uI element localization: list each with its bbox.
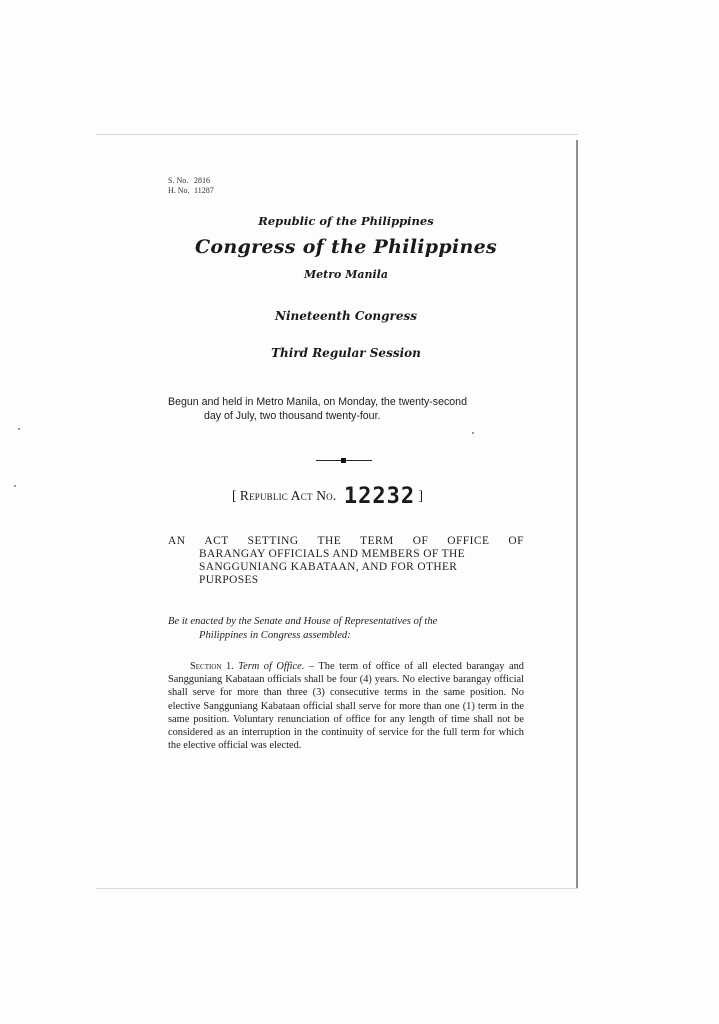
- page-edge-bottom: [96, 888, 578, 889]
- act-label: Republic Act No.: [239, 488, 337, 503]
- session-heading: Third Regular Session: [271, 346, 421, 360]
- act-caption: AN ACT SETTING THE TERM OF OFFICE OF BARANGAY OFFICIALS AND MEMBERS OF THE SANGGUNIANG KABATAAN, AND FOR OTHER PURPOSES: [168, 535, 524, 586]
- location-heading: Metro Manila: [303, 268, 388, 281]
- begun-statement: Begun and held in Metro Manila, on Monday, the twenty-second day of July, two thousand twenty-four.: [168, 396, 467, 422]
- act-number: 12232: [343, 484, 416, 509]
- scan-speck: [18, 428, 20, 430]
- divider-ornament: [316, 458, 372, 462]
- enacting-clause: Be it enacted by the Senate and House of Representatives of the Philippines in Congress assembled:: [168, 616, 438, 641]
- section-body: – The term of office of all elected barangay and Sangguniang Kabataan officials shall be four (4) years. No elective barangay official shall serve for more than three (3) consecutive terms in the same position. No elective Sangguniang Kabataan official shall serve for more than one (1) term in the same position. Voluntary renunciation of office for any length of time shall not be considered as an interruption in the continuity of service for the full term for which the elective official was elected.: [168, 661, 524, 752]
- congress-number-heading: Nineteenth Congress: [274, 309, 417, 323]
- page-edge-right: [576, 140, 578, 888]
- bill-numbers: [168, 176, 214, 196]
- section-label: Section 1.: [190, 661, 234, 672]
- caption-first-line: AN ACT SETTING THE TERM OF OFFICE OF: [168, 535, 524, 547]
- scan-speck: [14, 485, 16, 487]
- congress-heading: Congress of the Philippines: [195, 236, 497, 258]
- act-title: [ Republic Act No. 12232 ]: [232, 484, 423, 509]
- section-1-paragraph: [168, 660, 524, 752]
- page-edge-top: [96, 134, 578, 135]
- house-bill-number: H. No. 11287: [168, 186, 214, 195]
- scan-speck: [472, 432, 474, 434]
- republic-heading: Republic of the Philippines: [258, 214, 434, 228]
- senate-bill-number: S. No. 2816: [168, 176, 210, 185]
- section-heading: Term of Office.: [238, 661, 305, 672]
